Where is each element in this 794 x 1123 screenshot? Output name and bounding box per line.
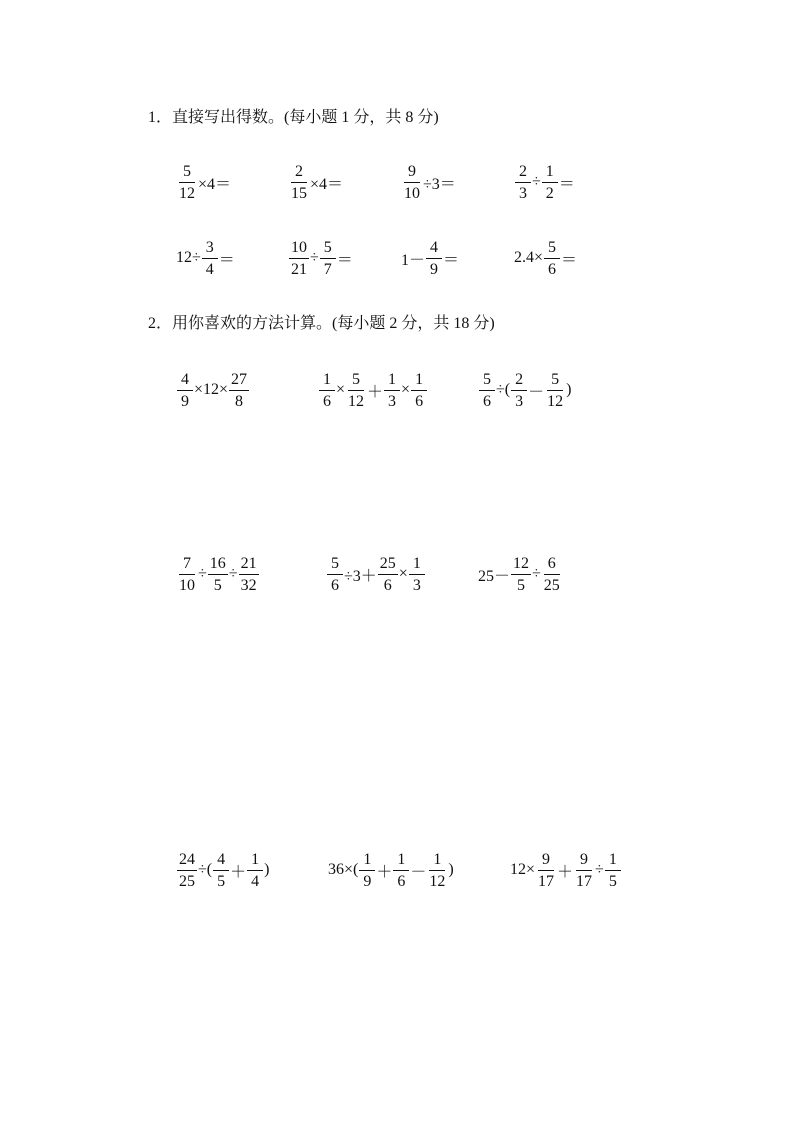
expression-text: ÷(	[198, 861, 213, 878]
expression-text: ÷3＋	[344, 567, 377, 585]
expression-text: 1－	[401, 251, 426, 269]
numerator: 16	[208, 555, 228, 575]
expression-text: ＝	[558, 175, 575, 193]
expression-text: －	[410, 863, 427, 881]
denominator: 3	[412, 576, 421, 594]
fraction	[177, 371, 193, 410]
fraction	[511, 371, 527, 410]
numerator: 1	[247, 851, 263, 871]
numerator: 21	[239, 555, 259, 575]
s2-problem-1	[176, 366, 250, 414]
fraction	[574, 851, 594, 890]
fraction	[327, 555, 343, 594]
fraction	[378, 555, 398, 594]
denominator: 8	[235, 392, 244, 410]
s1-problem-2	[288, 158, 343, 206]
s1-problem-4	[514, 158, 575, 206]
denominator: 12	[429, 872, 446, 890]
section-1-heading: 1．直接写出得数。(每小题 1 分，共 8 分)	[148, 109, 439, 126]
expression-text: 12×	[510, 861, 536, 878]
denominator: 6	[548, 260, 557, 278]
expression-text: －	[528, 383, 545, 401]
s2-problem-2	[318, 366, 428, 414]
expression-text: ＋	[230, 863, 247, 881]
s2-problem-7	[176, 846, 269, 894]
numerator: 4	[213, 851, 229, 871]
numerator: 5	[544, 239, 560, 259]
denominator: 3	[515, 392, 524, 410]
denominator: 5	[608, 872, 617, 890]
numerator: 1	[542, 163, 558, 183]
denominator: 2	[545, 184, 554, 202]
fraction	[605, 851, 621, 890]
expression-text: ÷	[532, 173, 541, 190]
fraction	[393, 851, 409, 890]
expression-text: 12÷	[176, 249, 201, 266]
denominator: 4	[205, 260, 214, 278]
denominator: 9	[363, 872, 372, 890]
s2-problem-4	[176, 550, 260, 598]
denominator: 12	[348, 392, 365, 410]
denominator: 17	[538, 872, 555, 890]
numerator: 12	[511, 555, 531, 575]
denominator: 7	[323, 260, 332, 278]
denominator: 5	[217, 872, 226, 890]
denominator: 6	[323, 392, 331, 410]
fraction	[409, 555, 425, 594]
denominator: 21	[291, 260, 307, 278]
fraction	[426, 239, 442, 278]
fraction	[202, 239, 218, 278]
denominator: 6	[383, 576, 392, 594]
fraction	[402, 163, 422, 202]
section-2-heading: 2．用你喜欢的方法计算。(每小题 2 分，共 18 分)	[148, 315, 495, 332]
expression-text: ＝	[443, 251, 460, 269]
fraction	[208, 555, 228, 594]
fraction	[542, 555, 562, 594]
expression-text: ×4＝	[310, 175, 344, 193]
fraction	[536, 851, 556, 890]
numerator: 4	[426, 239, 442, 259]
s2-problem-9	[510, 846, 622, 894]
numerator: 1	[384, 371, 400, 391]
numerator: 1	[319, 371, 335, 391]
numerator: 10	[289, 239, 309, 259]
denominator: 6	[415, 392, 424, 410]
fraction	[177, 851, 197, 890]
fraction	[289, 163, 309, 202]
denominator: 3	[388, 392, 397, 410]
denominator: 5	[517, 576, 526, 594]
expression-text: )	[264, 861, 270, 878]
numerator: 1	[605, 851, 621, 871]
numerator: 1	[411, 371, 427, 391]
numerator: 3	[202, 239, 218, 259]
denominator: 6	[331, 576, 339, 594]
numerator: 7	[179, 555, 195, 575]
numerator: 1	[409, 555, 425, 575]
numerator: 24	[177, 851, 197, 871]
expression-text: ÷3＝	[423, 175, 456, 193]
s1-problem-8	[514, 234, 577, 282]
numerator: 25	[378, 555, 398, 575]
fraction	[289, 239, 309, 278]
denominator: 6	[397, 872, 406, 890]
s1-problem-3	[401, 158, 456, 206]
fraction	[515, 163, 531, 202]
denominator: 12	[179, 184, 195, 202]
fraction	[213, 851, 229, 890]
fraction	[346, 371, 366, 410]
denominator: 10	[404, 184, 420, 202]
denominator: 15	[291, 184, 307, 202]
s2-problem-3	[478, 366, 571, 414]
numerator: 9	[404, 163, 420, 183]
expression-text: ÷(	[496, 381, 511, 398]
denominator: 9	[181, 392, 189, 410]
s1-problem-6	[288, 234, 353, 282]
numerator: 4	[177, 371, 193, 391]
s1-problem-5	[176, 234, 235, 282]
numerator: 5	[479, 371, 495, 391]
numerator: 2	[515, 163, 531, 183]
expression-text: ×4＝	[198, 175, 232, 193]
denominator: 4	[251, 872, 260, 890]
expression-text: ×	[398, 565, 408, 582]
fraction	[239, 555, 259, 594]
numerator: 1	[393, 851, 409, 871]
fraction	[479, 371, 495, 410]
fraction	[542, 163, 558, 202]
fraction	[544, 239, 560, 278]
fraction	[319, 371, 335, 410]
denominator: 10	[179, 576, 195, 594]
fraction	[177, 163, 197, 202]
s2-problem-5	[326, 550, 426, 598]
fraction	[247, 851, 263, 890]
s1-problem-7	[401, 234, 459, 282]
expression-text: ÷	[595, 861, 604, 878]
expression-text: ＋	[376, 863, 393, 881]
numerator: 5	[320, 239, 336, 259]
numerator: 1	[429, 851, 445, 871]
numerator: 5	[327, 555, 343, 575]
expression-text: ÷	[228, 565, 238, 582]
expression-text: 36×(	[328, 861, 359, 878]
numerator: 5	[348, 371, 364, 391]
expression-text: ＝	[561, 251, 578, 269]
numerator: 27	[229, 371, 249, 391]
expression-text: )	[448, 861, 454, 878]
fraction	[359, 851, 375, 890]
denominator: 5	[213, 576, 222, 594]
s2-problem-8	[328, 846, 454, 894]
expression-text: ＋	[367, 383, 384, 401]
expression-text: ＝	[218, 251, 235, 269]
fraction	[427, 851, 447, 890]
denominator: 25	[179, 872, 195, 890]
denominator: 25	[543, 576, 560, 594]
denominator: 6	[483, 392, 491, 410]
numerator: 5	[547, 371, 563, 391]
denominator: 12	[547, 392, 564, 410]
fraction	[229, 371, 249, 410]
expression-text: ＋	[557, 863, 574, 881]
expression-text: ÷	[198, 565, 207, 582]
denominator: 3	[519, 184, 527, 202]
denominator: 9	[430, 260, 439, 278]
expression-text: ×12×	[194, 381, 229, 398]
expression-text: )	[566, 381, 572, 398]
fraction	[511, 555, 531, 594]
expression-text: ×	[336, 381, 346, 398]
numerator: 5	[179, 163, 195, 183]
denominator: 32	[240, 576, 257, 594]
numerator: 2	[291, 163, 307, 183]
expression-text: 25－	[478, 567, 511, 585]
expression-text: ×	[401, 381, 411, 398]
s2-problem-6	[478, 550, 563, 598]
expression-text: 2.4×	[514, 249, 544, 266]
numerator: 9	[538, 851, 554, 871]
expression-text: ÷	[310, 249, 319, 266]
numerator: 1	[359, 851, 375, 871]
numerator: 6	[544, 555, 560, 575]
numerator: 2	[511, 371, 527, 391]
fraction	[177, 555, 197, 594]
expression-text: ÷	[532, 565, 541, 582]
fraction	[411, 371, 427, 410]
fraction	[545, 371, 565, 410]
s1-problem-1	[176, 158, 231, 206]
expression-text: ＝	[336, 251, 353, 269]
numerator: 9	[576, 851, 592, 871]
fraction	[320, 239, 336, 278]
denominator: 17	[576, 872, 593, 890]
fraction	[384, 371, 400, 410]
